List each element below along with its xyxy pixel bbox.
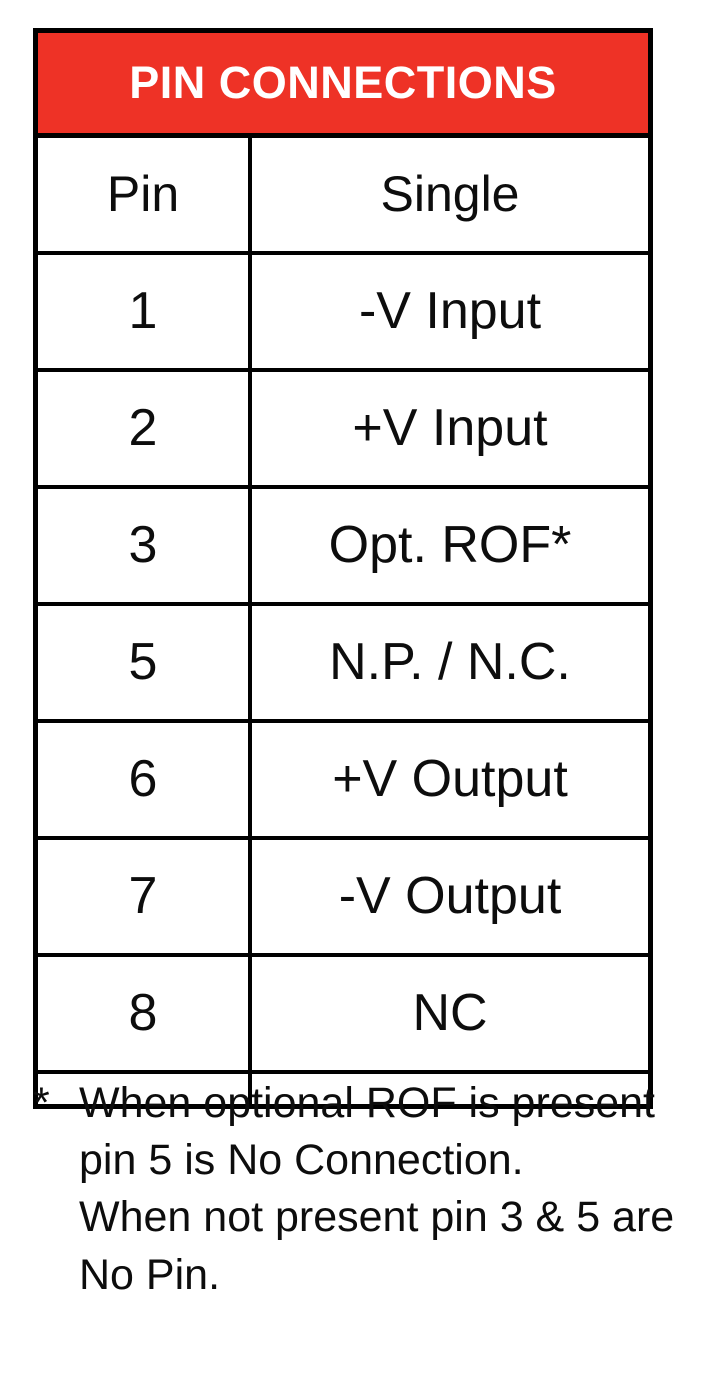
table-row [38,721,648,838]
table-row [38,487,648,604]
cell-pin: 7 [38,838,250,955]
pin-table-grid [38,138,648,1104]
cell-single: N.P. / N.C. [250,604,648,721]
footnote-text [79,1075,709,1304]
cell-single: NC [250,955,648,1072]
table-row [38,253,648,370]
table-row [38,604,648,721]
cell-pin: 1 [38,253,250,370]
cell-single: -V Input [250,253,648,370]
cell-single: Opt. ROF* [250,487,648,604]
column-header-single: Single [250,138,648,253]
table-row [38,955,648,1072]
cell-single: +V Output [250,721,648,838]
footnote-line-2: When not present pin 3 & 5 are No Pin. [79,1193,675,1299]
table-row [38,370,648,487]
pin-connections-table [33,28,653,1109]
cell-pin: 2 [38,370,250,487]
footnote-marker: * [33,1079,50,1127]
cell-pin: 6 [38,721,250,838]
column-header-pin: Pin [38,138,250,253]
footnote-line-1: When optional ROF is present pin 5 is No Connection. [79,1079,655,1185]
cell-single: +V Input [250,370,648,487]
table-title: PIN CONNECTIONS [38,33,648,138]
cell-pin: 3 [38,487,250,604]
cell-pin: 8 [38,955,250,1072]
cell-single: -V Output [250,838,648,955]
cell-pin: 5 [38,604,250,721]
table-row [38,838,648,955]
footnote [33,1075,709,1304]
footnote-row [33,1075,709,1304]
table-header-row [38,138,648,253]
